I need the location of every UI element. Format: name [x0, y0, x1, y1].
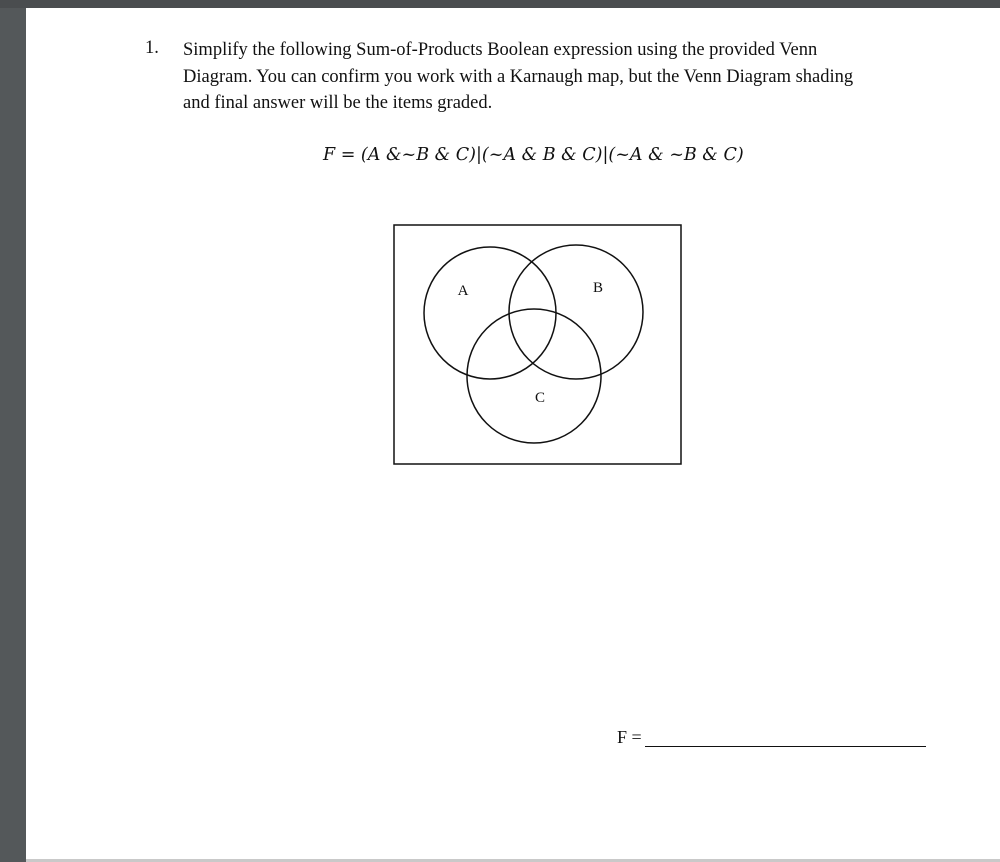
venn-label-a: A — [457, 283, 469, 299]
question-line-3: and final answer will be the items graded. — [183, 93, 493, 113]
question-line-1: Simplify the following Sum-of-Products Boolean expression using the provided Venn — [183, 40, 818, 60]
venn-label-b: B — [592, 280, 604, 296]
answer-label: F = — [617, 727, 642, 747]
question-text — [183, 37, 943, 117]
venn-circle-a — [424, 247, 556, 379]
question-line-2: Diagram. You can confirm you work with a Karnaugh map, but the Venn Diagram shading — [183, 66, 854, 87]
venn-universe-box — [394, 225, 681, 464]
question-number: 1. — [145, 38, 159, 58]
venn-circle-b — [509, 245, 643, 379]
answer-blank-line[interactable] — [645, 746, 926, 747]
boolean-formula: F = (A &~B & C)|(~A & B & C)|(~A & ~B & C) — [323, 145, 744, 165]
venn-diagram — [393, 224, 683, 466]
venn-circle-c — [467, 309, 601, 443]
venn-label-c: C — [534, 390, 546, 406]
viewer-top-strip — [0, 0, 1000, 8]
